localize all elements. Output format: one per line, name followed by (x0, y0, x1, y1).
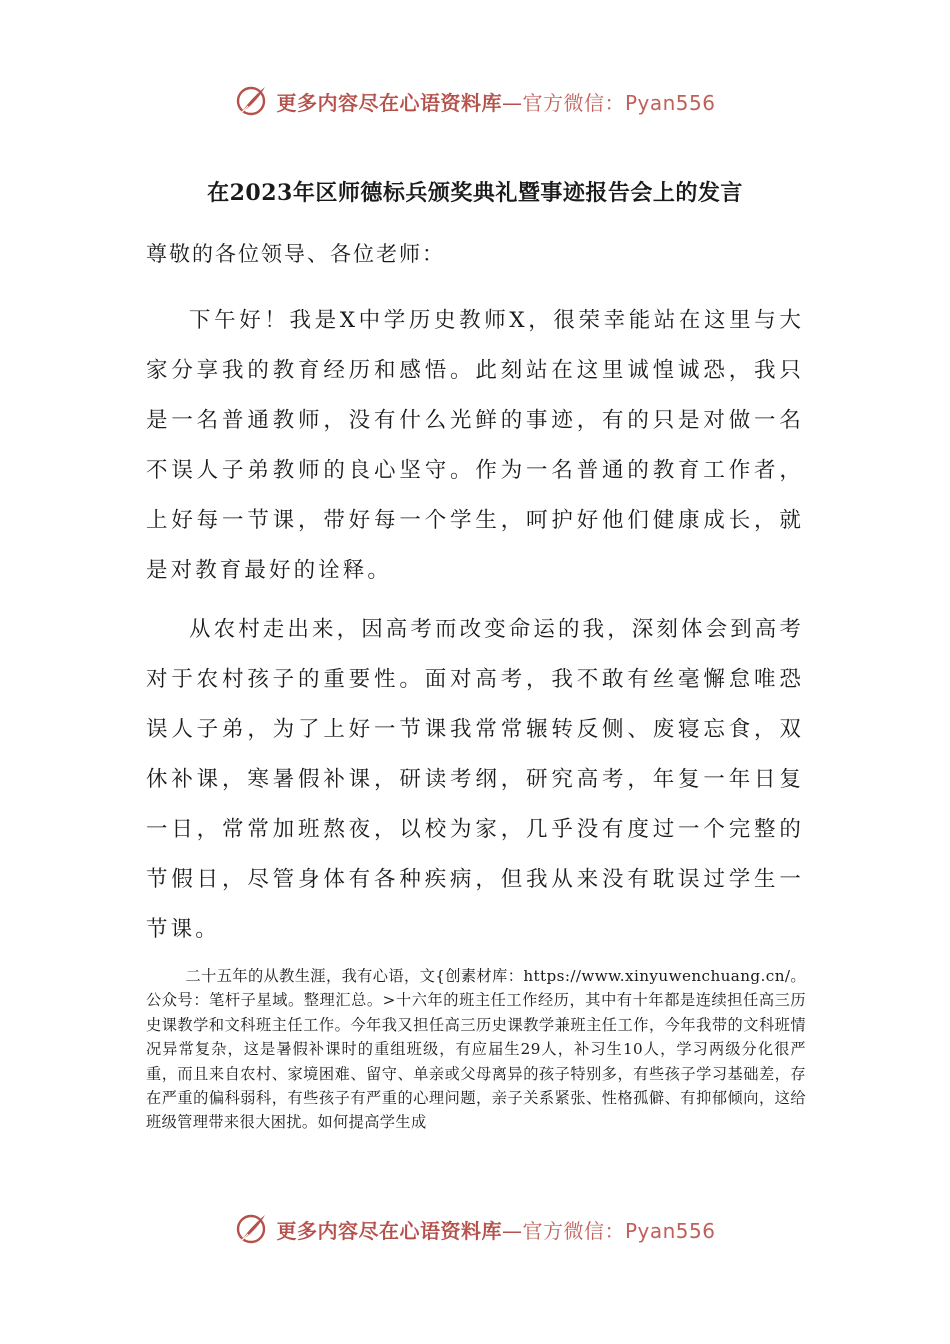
header-wechat-text: 官方微信：Pyan556 (522, 90, 716, 115)
document-title: 在2023年区师德标兵颁奖典礼暨事迹报告会上的发言 (207, 180, 743, 206)
salutation: 尊敬的各位领导、各位老师： (146, 242, 445, 266)
quill-pen-logo-icon (234, 1212, 268, 1246)
paragraph-2: 从农村走出来，因高考而改变命运的我，深刻体会到高考对于农村孩子的重要性。面对高考，我不敢有丝毫懈怠唯恐误人子弟，为了上好一节课我常常辗转反侧、废寝忘食，双休补课，寒暑假补课，研读考纲，研究高考，年复一年日复一日，常常加班熬夜，以校为家，几乎没有度过一个完整的节假日，尽管身体有各种疾病，但我从来没有耽误过学生一节课。 (146, 617, 805, 942)
footer-banner-text (276, 1215, 715, 1244)
header-banner-text (276, 87, 715, 116)
footer-dash: — (501, 1218, 523, 1243)
footer-site-text: 更多内容尽在心语资料库 (276, 1218, 502, 1243)
paragraph-1: 下午好！我是X中学历史教师X，很荣幸能站在这里与大家分享我的教育经历和感悟。此刻站在这里诚惶诚恐，我只是一名普通教师，没有什么光鲜的事迹，有的只是对做一名不误人子弟教师的良心坚守。作为一名普通的教育工作者，上好每一节课，带好每一个学生，呵护好他们健康成长，就是对教育最好的诠释。 (146, 308, 804, 583)
footer-banner (0, 1212, 950, 1246)
header-dash: — (501, 90, 523, 115)
header-site-text: 更多内容尽在心语资料库 (276, 90, 502, 115)
paragraph-3: 二十五年的从教生涯，我有心语，文{创素材库：https://www.xinyuwenchuang.cn/。公众号：笔杆子星域。整理汇总。>十六年的班主任工作经历，其中有十年都是连续担任高三历史课教学和文科班主任工作。今年我又担任高三历史课教学兼班主任工作，今年我带的文科班情况异常复杂，这是暑假补课时的重组班级，有应届生29人，补习生10人，学习两级分化很严重，而且来自农村、家境困难、留守、单亲或父母离异的孩子特别多，有些孩子学习基础差，存在严重的偏科弱科，有些孩子有严重的心理问题，亲子关系紧张、性格孤僻、有抑郁倾向，这给班级管理带来很大困扰。如何提高学生成 (146, 967, 806, 1132)
header-banner (0, 84, 950, 118)
quill-pen-logo-icon (234, 84, 268, 118)
footer-wechat-text: 官方微信：Pyan556 (522, 1218, 716, 1243)
